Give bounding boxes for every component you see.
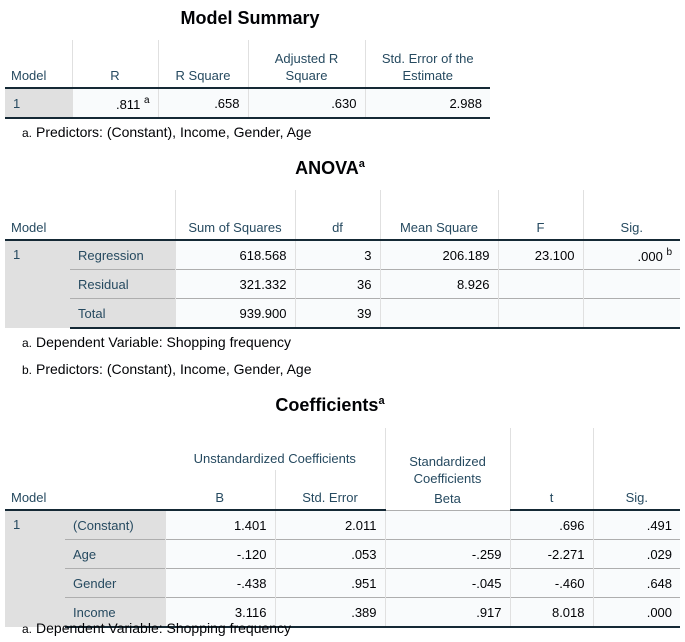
col-std-error: Std. Error of the Estimate (365, 40, 490, 88)
col-model: Model (5, 40, 72, 88)
anova-table (5, 190, 680, 329)
table-row (5, 88, 490, 118)
footnote (22, 620, 291, 636)
col-t: t (510, 470, 593, 510)
coefficients-title (230, 395, 430, 416)
model-cell: 1 (5, 510, 65, 627)
t-cell: .696 (510, 510, 593, 540)
b-cell: -.120 (165, 540, 275, 569)
row-label: Age (65, 540, 165, 569)
header-spacer (5, 428, 65, 470)
footnote-key: b. (22, 363, 33, 377)
title-text: Model Summary (180, 8, 320, 28)
table-row (5, 510, 680, 540)
sig-cell (583, 299, 680, 329)
model-summary-title (150, 8, 350, 29)
sig-cell: .000 (593, 598, 680, 628)
col-b: B (165, 470, 275, 510)
adj-r-square-cell: .630 (248, 88, 365, 118)
group-standardized (385, 428, 510, 510)
table-row (5, 540, 680, 569)
col-r-square: R Square (158, 40, 248, 88)
b-cell: -.438 (165, 569, 275, 598)
col-df: df (295, 190, 380, 240)
ms-cell (380, 299, 498, 329)
t-cell: -2.271 (510, 540, 593, 569)
footnote-key: a. (22, 622, 33, 636)
beta-cell: -.045 (385, 569, 510, 598)
col-model: Model (5, 190, 70, 240)
row-label: Total (70, 299, 175, 329)
col-model: Model (5, 470, 65, 510)
sig-cell: .491 (593, 510, 680, 540)
col-sig: Sig. (583, 190, 680, 240)
table-row (5, 299, 680, 329)
model-cell: 1 (5, 88, 72, 118)
table-row (5, 569, 680, 598)
df-cell: 36 (295, 270, 380, 299)
footnote-text: Dependent Variable: Shopping frequency (36, 620, 292, 636)
footnote-marker: a (378, 395, 385, 407)
ss-cell: 939.900 (175, 299, 295, 329)
coefficients-table (5, 428, 680, 628)
col-label (65, 470, 165, 510)
col-label (70, 190, 175, 240)
footnote-text: Dependent Variable: Shopping frequency (36, 334, 292, 350)
model-summary-table (5, 40, 490, 119)
col-mean-square: Mean Square (380, 190, 498, 240)
row-label: (Constant) (65, 510, 165, 540)
table-row (5, 270, 680, 299)
row-label: Residual (70, 270, 175, 299)
footnote (22, 361, 311, 377)
col-f: F (498, 190, 583, 240)
footnote-key: a. (22, 126, 33, 140)
col-sum-of-squares: Sum of Squares (175, 190, 295, 240)
col-adj-r-square: Adjusted R Square (248, 40, 365, 88)
title-text: Coefficients (275, 395, 379, 415)
title-text: ANOVA (295, 158, 359, 178)
header-spacer (593, 428, 680, 470)
beta-cell: -.259 (385, 540, 510, 569)
f-cell (498, 299, 583, 329)
sig-cell (583, 270, 680, 299)
std-error-cell: 2.988 (365, 88, 490, 118)
beta-cell (385, 510, 510, 540)
sig-value: .000 (637, 248, 663, 264)
f-cell: 23.100 (498, 240, 583, 270)
se-cell: .053 (275, 540, 385, 569)
row-label: Regression (70, 240, 175, 270)
row-label: Income (65, 598, 165, 628)
col-std-error: Std. Error (275, 470, 385, 510)
header-spacer (510, 428, 593, 470)
se-cell: 2.011 (275, 510, 385, 540)
r-square-cell: .658 (158, 88, 248, 118)
b-cell: 3.116 (165, 598, 275, 628)
header-spacer (65, 428, 165, 470)
footnote-marker: a (358, 158, 365, 170)
footnote-key: a. (22, 336, 33, 350)
se-cell: .951 (275, 569, 385, 598)
footnote (22, 124, 311, 140)
col-sig: Sig. (593, 470, 680, 510)
footnote-marker: a (143, 94, 150, 106)
model-cell: 1 (5, 240, 70, 328)
beta-cell: .917 (385, 598, 510, 628)
r-cell (72, 88, 158, 118)
ms-cell: 206.189 (380, 240, 498, 270)
col-beta: Beta (434, 490, 461, 506)
table-row (5, 240, 680, 270)
t-cell: -.460 (510, 569, 593, 598)
sig-cell: .648 (593, 569, 680, 598)
group-unstandardized: Unstandardized Coefficients (193, 451, 356, 466)
col-r: R (72, 40, 158, 88)
ss-cell: 618.568 (175, 240, 295, 270)
f-cell (498, 270, 583, 299)
t-cell: 8.018 (510, 598, 593, 628)
sig-cell (583, 240, 680, 270)
sig-cell: .029 (593, 540, 680, 569)
df-cell: 3 (295, 240, 380, 270)
r-value: .811 (115, 96, 141, 112)
group-standardized-label: Standardized Coefficients (409, 453, 486, 486)
footnote-marker: b (666, 246, 672, 258)
se-cell: .389 (275, 598, 385, 628)
row-label: Gender (65, 569, 165, 598)
ms-cell: 8.926 (380, 270, 498, 299)
b-cell: 1.401 (165, 510, 275, 540)
footnote-text: Predictors: (Constant), Income, Gender, Age (36, 361, 312, 377)
anova-title (230, 158, 430, 179)
footnote-text: Predictors: (Constant), Income, Gender, Age (36, 124, 312, 140)
ss-cell: 321.332 (175, 270, 295, 299)
footnote (22, 334, 291, 350)
df-cell: 39 (295, 299, 380, 329)
